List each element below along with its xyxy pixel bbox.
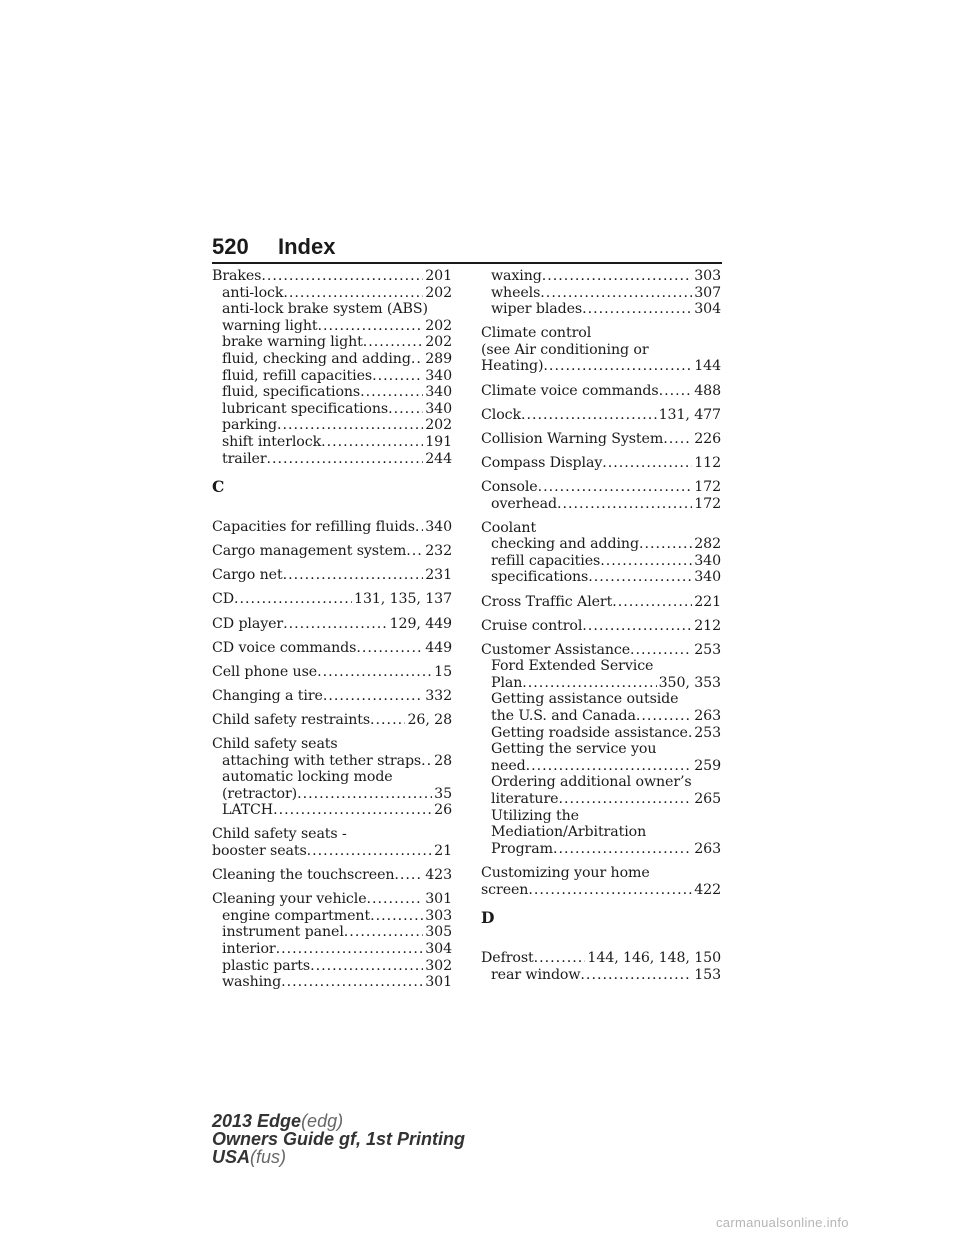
index-entry bbox=[481, 455, 721, 472]
index-subentry-line bbox=[212, 384, 452, 401]
index-entry bbox=[481, 268, 721, 318]
index-term: Cleaning the touchscreen bbox=[212, 867, 395, 884]
dot-leader bbox=[659, 383, 693, 400]
footer-model-code: (edg) bbox=[301, 1111, 344, 1131]
dot-leader bbox=[636, 708, 692, 725]
index-term: booster seats bbox=[212, 843, 307, 860]
dot-leader bbox=[406, 543, 423, 560]
dot-leader bbox=[283, 616, 387, 633]
index-page-ref: 340 bbox=[694, 552, 721, 569]
index-subentry-line bbox=[212, 908, 452, 925]
index-term: overhead bbox=[491, 495, 558, 512]
index-page-ref: 303 bbox=[425, 907, 452, 924]
dot-leader bbox=[639, 536, 692, 553]
index-entry-line bbox=[212, 867, 452, 884]
index-entry bbox=[481, 383, 721, 400]
index-term: Child safety seats - bbox=[212, 826, 347, 843]
dot-leader bbox=[276, 941, 424, 958]
index-term: rear window bbox=[491, 966, 581, 983]
index-subentry-line bbox=[481, 841, 721, 858]
index-subentry-line bbox=[212, 769, 452, 786]
index-subentry-line bbox=[481, 691, 721, 708]
index-page-ref: 28 bbox=[434, 752, 452, 769]
dot-leader bbox=[522, 675, 656, 692]
index-term: CD bbox=[212, 591, 235, 608]
index-page-ref: 488 bbox=[694, 382, 721, 399]
index-page-ref: 129, 449 bbox=[389, 615, 452, 632]
index-term: wiper blades bbox=[491, 301, 583, 318]
document-footer bbox=[212, 1112, 465, 1166]
index-page-ref: 35 bbox=[434, 785, 452, 802]
index-term: literature bbox=[491, 791, 559, 808]
index-term: Brakes bbox=[212, 268, 262, 284]
index-subentry-line bbox=[212, 351, 452, 368]
page-title: Index bbox=[278, 234, 336, 259]
index-entry-line bbox=[481, 431, 721, 448]
index-page-ref: 15 bbox=[434, 663, 452, 680]
index-page-ref: 332 bbox=[425, 687, 452, 704]
dot-leader bbox=[356, 640, 423, 657]
index-entry-line bbox=[481, 865, 721, 882]
dot-leader bbox=[310, 958, 423, 975]
index-entry-line bbox=[212, 712, 452, 729]
index-subentry-line bbox=[212, 401, 452, 418]
index-subentry-line bbox=[481, 791, 721, 808]
dot-leader bbox=[415, 519, 423, 536]
index-subentry-line bbox=[481, 675, 721, 692]
dot-leader bbox=[421, 753, 432, 770]
index-term: fluid, checking and adding bbox=[222, 350, 411, 367]
dot-leader bbox=[283, 285, 423, 302]
index-subentry-line bbox=[481, 967, 721, 984]
index-entry-line bbox=[212, 826, 452, 843]
index-subentry-line bbox=[212, 958, 452, 975]
index-page-ref: 112 bbox=[694, 454, 721, 471]
index-term: (retractor) bbox=[222, 785, 298, 802]
index-page-ref: 172 bbox=[694, 495, 721, 512]
index-page-ref: 340 bbox=[425, 400, 452, 417]
index-subentry-line bbox=[481, 774, 721, 791]
index-page-ref: 265 bbox=[694, 791, 721, 808]
index-term: wheels bbox=[491, 284, 541, 301]
index-term: Cell phone use bbox=[212, 663, 318, 680]
index-term: interior bbox=[222, 941, 276, 957]
index-page-ref: 289 bbox=[425, 350, 452, 367]
index-page-ref: 144, 146, 148, 150 bbox=[587, 950, 721, 967]
index-subentry-line bbox=[212, 334, 452, 351]
dot-leader bbox=[281, 974, 423, 991]
dot-leader bbox=[540, 285, 692, 302]
dot-leader bbox=[580, 967, 692, 984]
index-subentry-line bbox=[481, 824, 721, 841]
index-entry-line bbox=[481, 358, 721, 375]
index-subentry-line bbox=[481, 808, 721, 825]
index-page-ref: 305 bbox=[425, 924, 452, 941]
dot-leader bbox=[234, 591, 352, 608]
index-entry bbox=[212, 891, 452, 991]
footer-region-line bbox=[212, 1148, 465, 1166]
index-page-ref: 26 bbox=[434, 802, 452, 819]
index-subentry-line bbox=[481, 536, 721, 553]
index-entry-line bbox=[212, 616, 452, 633]
index-entry bbox=[481, 618, 721, 635]
index-term: Cleaning your vehicle bbox=[212, 891, 367, 908]
index-subentry-line bbox=[481, 741, 721, 758]
index-term: checking and adding bbox=[491, 536, 639, 553]
index-term: screen bbox=[481, 881, 529, 898]
index-subentry-line bbox=[481, 725, 721, 742]
index-subentry-line bbox=[481, 285, 721, 302]
index-page-ref: 303 bbox=[694, 268, 721, 284]
index-term: Console bbox=[481, 478, 538, 495]
index-page-ref: 422 bbox=[694, 881, 721, 898]
index-term: Customer Assistance bbox=[481, 641, 631, 658]
dot-leader bbox=[526, 758, 693, 775]
index-entry bbox=[212, 640, 452, 657]
index-entry bbox=[481, 520, 721, 586]
footer-region-code: (fus) bbox=[250, 1147, 287, 1167]
index-term: instrument panel bbox=[222, 924, 344, 941]
index-term: lubricant specifications bbox=[222, 400, 389, 417]
index-subentry-line bbox=[212, 753, 452, 770]
index-entry bbox=[212, 712, 452, 729]
index-term: specifications bbox=[491, 569, 589, 586]
dot-leader bbox=[411, 351, 423, 368]
index-entry bbox=[212, 591, 452, 608]
index-page-ref: 26, 28 bbox=[407, 711, 452, 728]
index-subentry-line bbox=[212, 301, 452, 318]
index-page-ref: 144 bbox=[694, 358, 721, 375]
index-page-ref: 221 bbox=[694, 593, 721, 610]
dot-leader bbox=[602, 455, 692, 472]
index-term: anti-lock bbox=[222, 284, 284, 301]
index-entry-line bbox=[481, 455, 721, 472]
index-term: Coolant bbox=[481, 519, 537, 536]
index-page-ref: 153 bbox=[694, 966, 721, 983]
index-entry-line bbox=[481, 479, 721, 496]
index-page-ref: 304 bbox=[425, 941, 452, 957]
index-term: Clock bbox=[481, 406, 521, 423]
index-subentry-line bbox=[212, 451, 452, 468]
index-entry bbox=[481, 479, 721, 512]
index-entry bbox=[481, 865, 721, 898]
dot-leader bbox=[317, 664, 432, 681]
index-page-ref: 304 bbox=[694, 301, 721, 318]
dot-leader bbox=[323, 688, 423, 705]
index-letter-heading: D bbox=[481, 908, 495, 928]
index-page-ref: 282 bbox=[694, 536, 721, 553]
dot-leader bbox=[538, 479, 693, 496]
index-term: Plan bbox=[491, 674, 523, 691]
index-page-ref: 226 bbox=[694, 430, 721, 447]
index-entry-line bbox=[481, 407, 721, 424]
index-entry-line bbox=[212, 736, 452, 753]
index-subentry-line bbox=[481, 301, 721, 318]
dot-leader bbox=[388, 401, 423, 418]
index-entry-line bbox=[481, 642, 721, 659]
index-entry bbox=[212, 736, 452, 819]
index-term: trailer bbox=[222, 450, 267, 467]
index-term: parking bbox=[222, 417, 277, 434]
index-page-ref: 232 bbox=[425, 543, 452, 560]
index-page-ref: 202 bbox=[425, 284, 452, 301]
dot-leader bbox=[283, 567, 424, 584]
index-term: Getting assistance outside bbox=[491, 691, 679, 708]
dot-leader bbox=[321, 434, 423, 451]
index-subentry-line bbox=[212, 786, 452, 803]
dot-leader bbox=[277, 417, 423, 434]
dot-leader bbox=[630, 642, 692, 659]
index-term: Heating) bbox=[481, 358, 544, 375]
index-term: (see Air conditioning or bbox=[481, 341, 649, 358]
index-subentry-line bbox=[481, 569, 721, 586]
index-entry-line bbox=[481, 594, 721, 611]
index-entry-line bbox=[212, 567, 452, 584]
index-term: plastic parts bbox=[222, 957, 311, 974]
index-term: Getting the service you bbox=[491, 741, 657, 758]
index-term: waxing bbox=[491, 268, 542, 284]
index-page-ref: 202 bbox=[425, 334, 452, 351]
index-entry bbox=[212, 268, 452, 467]
dot-leader bbox=[582, 618, 692, 635]
index-page-ref: 340 bbox=[694, 569, 721, 586]
index-entry-line bbox=[212, 268, 452, 285]
index-term: warning light bbox=[222, 317, 318, 334]
index-term: Changing a tire bbox=[212, 687, 323, 704]
index-term: Utilizing the bbox=[491, 807, 579, 824]
index-page-ref: 307 bbox=[694, 284, 721, 301]
index-term: Climate voice commands bbox=[481, 382, 659, 399]
index-subentry-line bbox=[212, 368, 452, 385]
watermark: carmanualsonline.info bbox=[716, 1215, 849, 1230]
index-page-ref: 244 bbox=[425, 450, 452, 467]
index-term: attaching with tether straps bbox=[222, 752, 422, 769]
index-term: Compass Display bbox=[481, 454, 603, 471]
index-entry-line bbox=[481, 618, 721, 635]
index-page-ref: 201 bbox=[425, 268, 452, 284]
dot-leader bbox=[543, 358, 692, 375]
dot-leader bbox=[261, 268, 423, 285]
index-page-ref: 172 bbox=[694, 478, 721, 495]
dot-leader bbox=[367, 891, 424, 908]
header-rule bbox=[212, 262, 722, 264]
index-subentry-line bbox=[212, 924, 452, 941]
index-page-ref: 202 bbox=[425, 417, 452, 434]
index-entry bbox=[481, 594, 721, 611]
index-page-ref: 131, 477 bbox=[658, 406, 721, 423]
index-entry-line bbox=[481, 520, 721, 537]
index-page-ref: 131, 135, 137 bbox=[354, 591, 452, 608]
index-entry-line bbox=[212, 664, 452, 681]
index-term: Defrost bbox=[481, 950, 534, 967]
index-entry-line bbox=[481, 383, 721, 400]
dot-leader bbox=[588, 569, 692, 586]
index-entry bbox=[212, 826, 452, 859]
footer-guide: Owners Guide gf, 1st Printing bbox=[212, 1129, 466, 1149]
index-subentry-line bbox=[481, 553, 721, 570]
dot-leader bbox=[360, 384, 423, 401]
index-page-ref: 259 bbox=[694, 757, 721, 774]
index-term: Cargo management system bbox=[212, 543, 407, 560]
index-entry-line bbox=[212, 688, 452, 705]
index-term: Ford Extended Service bbox=[491, 658, 654, 675]
index-entry-line bbox=[481, 342, 721, 359]
index-subentry-line bbox=[481, 758, 721, 775]
index-entry bbox=[212, 519, 452, 536]
index-entry-line bbox=[212, 519, 452, 536]
index-entry bbox=[481, 950, 721, 983]
dot-leader bbox=[297, 786, 432, 803]
index-entry bbox=[481, 407, 721, 424]
dot-leader bbox=[582, 301, 692, 318]
index-term: brake warning light bbox=[222, 334, 363, 351]
dot-leader bbox=[521, 407, 657, 424]
index-subentry-line bbox=[212, 941, 452, 958]
index-subentry-line bbox=[481, 496, 721, 513]
dot-leader bbox=[612, 594, 692, 611]
dot-leader bbox=[394, 867, 423, 884]
index-entry bbox=[212, 543, 452, 560]
index-page-ref: 301 bbox=[425, 974, 452, 991]
index-entry bbox=[212, 616, 452, 633]
index-term: Child safety restraints bbox=[212, 711, 371, 728]
index-term: anti-lock brake system (ABS) bbox=[222, 301, 428, 318]
dot-leader bbox=[317, 318, 423, 335]
index-entry-line bbox=[481, 950, 721, 967]
index-term: Child safety seats bbox=[212, 735, 338, 752]
index-term: Cruise control bbox=[481, 617, 583, 634]
index-subentry-line bbox=[481, 658, 721, 675]
footer-model: 2013 Edge bbox=[212, 1111, 302, 1131]
index-page-ref: 263 bbox=[694, 708, 721, 725]
index-term: Cargo net bbox=[212, 567, 283, 584]
index-page-ref: 263 bbox=[694, 840, 721, 857]
index-entry-line bbox=[212, 591, 452, 608]
dot-leader bbox=[558, 791, 692, 808]
dot-leader bbox=[273, 802, 432, 819]
index-subentry-line bbox=[481, 268, 721, 285]
index-page-ref: 21 bbox=[434, 843, 452, 860]
dot-leader bbox=[557, 496, 692, 513]
index-page-ref: 301 bbox=[425, 891, 452, 908]
index-term: the U.S. and Canada bbox=[491, 708, 636, 725]
page-number: 520 bbox=[212, 234, 249, 259]
index-column-left bbox=[212, 268, 452, 998]
index-letter-heading: C bbox=[212, 477, 225, 497]
index-term: CD player bbox=[212, 615, 284, 632]
index-column-right bbox=[481, 268, 721, 991]
dot-leader bbox=[553, 841, 692, 858]
index-page-ref: 449 bbox=[425, 639, 452, 656]
dot-leader bbox=[267, 451, 424, 468]
index-term: need bbox=[491, 757, 526, 774]
footer-region: USA bbox=[212, 1147, 251, 1167]
index-entry-line bbox=[481, 325, 721, 342]
index-term: Program bbox=[491, 840, 553, 857]
index-term: Capacities for refilling fluids bbox=[212, 519, 415, 536]
index-entry bbox=[212, 567, 452, 584]
index-page-ref: 340 bbox=[425, 367, 452, 384]
dot-leader bbox=[663, 431, 692, 448]
index-subentry-line bbox=[212, 802, 452, 819]
index-term: fluid, specifications bbox=[222, 384, 361, 401]
index-entry-line bbox=[212, 843, 452, 860]
dot-leader bbox=[307, 843, 432, 860]
footer-guide-line bbox=[212, 1130, 465, 1148]
index-page-ref: 423 bbox=[425, 867, 452, 884]
index-entry bbox=[212, 664, 452, 681]
index-entry-line bbox=[212, 543, 452, 560]
index-term: Cross Traffic Alert bbox=[481, 593, 613, 610]
index-entry bbox=[481, 642, 721, 858]
index-page-ref: 302 bbox=[425, 957, 452, 974]
dot-leader bbox=[370, 712, 405, 729]
index-term: fluid, refill capacities bbox=[222, 367, 373, 384]
dot-leader bbox=[528, 882, 692, 899]
dot-leader bbox=[363, 334, 424, 351]
index-page-ref: 350, 353 bbox=[658, 674, 721, 691]
index-term: Climate control bbox=[481, 325, 592, 342]
page-header bbox=[212, 232, 722, 262]
footer-model-line bbox=[212, 1112, 465, 1130]
index-term: Collision Warning System bbox=[481, 430, 664, 447]
index-entry-line bbox=[212, 640, 452, 657]
index-page-ref: 253 bbox=[694, 641, 721, 658]
dot-leader bbox=[372, 368, 423, 385]
index-entry-line bbox=[481, 882, 721, 899]
index-entry bbox=[481, 325, 721, 375]
dot-leader bbox=[344, 924, 423, 941]
index-entry bbox=[212, 867, 452, 884]
index-subentry-line bbox=[212, 974, 452, 991]
index-term: engine compartment bbox=[222, 907, 371, 924]
index-page-ref: 202 bbox=[425, 317, 452, 334]
index-subentry-line bbox=[212, 434, 452, 451]
index-subentry-line bbox=[212, 285, 452, 302]
index-term: automatic locking mode bbox=[222, 769, 393, 786]
index-page-ref: 231 bbox=[425, 567, 452, 584]
dot-leader bbox=[534, 950, 586, 967]
index-subentry-line bbox=[481, 708, 721, 725]
index-page-ref: 340 bbox=[425, 384, 452, 401]
dot-leader bbox=[542, 268, 692, 285]
index-term: Ordering additional owner’s bbox=[491, 774, 692, 791]
index-term: refill capacities bbox=[491, 552, 601, 569]
index-entry bbox=[481, 431, 721, 448]
index-page-ref: 340 bbox=[425, 519, 452, 536]
dot-leader bbox=[370, 908, 423, 925]
index-page-ref: 253 bbox=[694, 724, 721, 741]
index-term: Mediation/Arbitration bbox=[491, 824, 647, 841]
index-term: LATCH bbox=[222, 802, 274, 819]
dot-leader bbox=[600, 553, 692, 570]
index-entry-line bbox=[212, 891, 452, 908]
index-term: Getting roadside assistance bbox=[491, 724, 688, 741]
index-term: washing bbox=[222, 974, 282, 991]
index-term: shift interlock bbox=[222, 433, 322, 450]
index-entry bbox=[212, 688, 452, 705]
index-subentry-line bbox=[212, 318, 452, 335]
index-subentry-line bbox=[212, 417, 452, 434]
index-page-ref: 212 bbox=[694, 617, 721, 634]
index-term: Customizing your home bbox=[481, 864, 650, 881]
index-page-ref: 191 bbox=[425, 433, 452, 450]
index-term: CD voice commands bbox=[212, 639, 357, 656]
